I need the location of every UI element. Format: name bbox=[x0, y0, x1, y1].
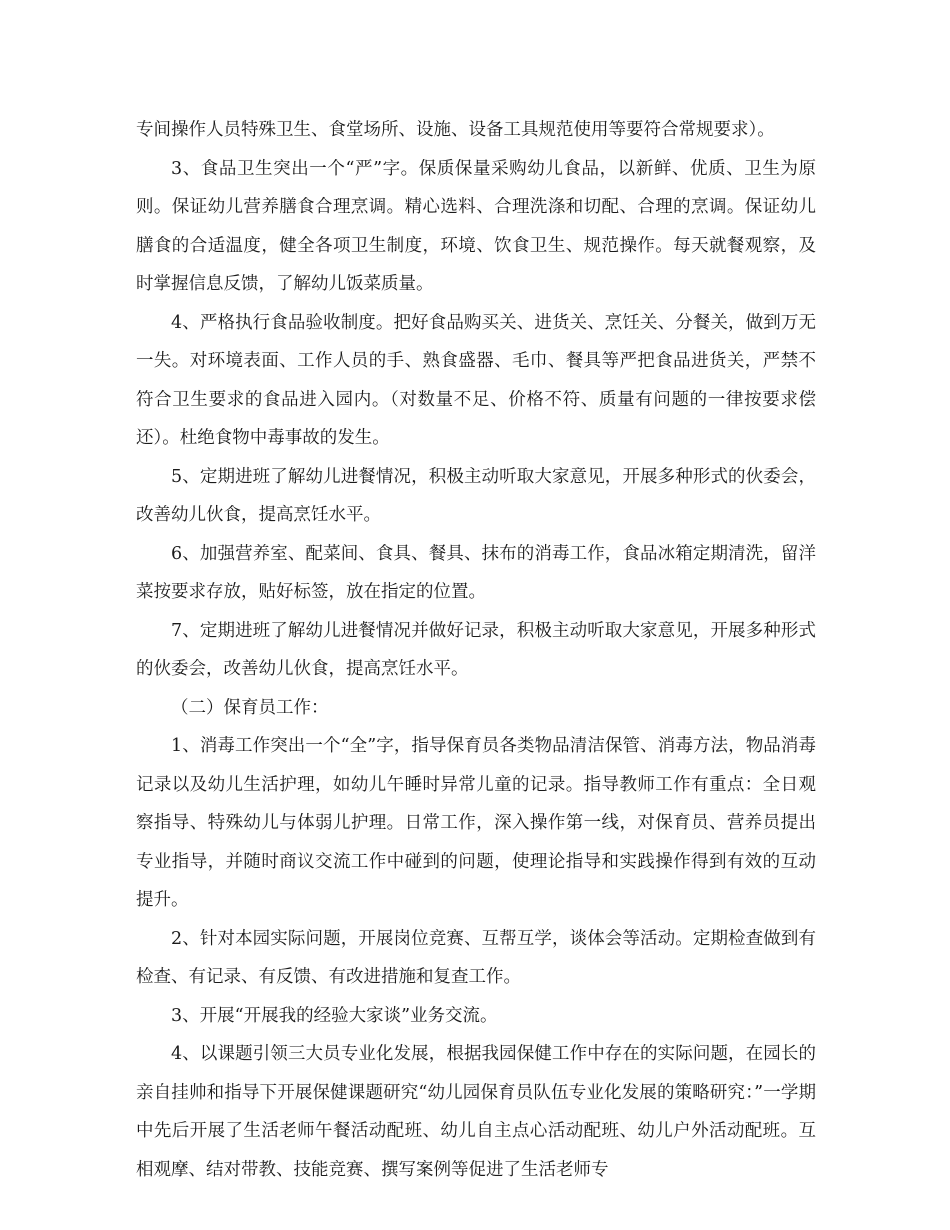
paragraph-continuation: 专间操作人员特殊卫生、食堂场所、设施、设备工具规范使用等要符合常规要求）。 bbox=[136, 120, 775, 140]
section-heading-caregivers: （二）保育员工作： bbox=[171, 697, 329, 718]
document-body bbox=[136, 111, 816, 1189]
paragraph-caregiver-disinfection: 1、消毒工作突出一个“全”字，指导保育员各类物品清洁保管、消毒方法，物品消毒记录以及幼儿生活护理，如幼儿午睡时异常儿童的记录。指导教师工作有重点：全日观察指导、特殊幼儿与体弱儿护理。日常工作，深入操作第一线，对保育员、营养员提出专业指导，并随时商议交流工作中碰到的问题，使理论指导和实践操作得到有效的互动提升。 bbox=[136, 736, 816, 910]
paragraph-food-inspection: 4、严格执行食品验收制度。把好食品购买关、进货关、烹饪关、分餐关，做到万无一失。对环境表面、工作人员的手、熟食盛器、毛巾、餐具等严把食品进货关，严禁不符合卫生要求的食品进入园内。（对数量不足、价格不符、质量有问题的一律按要求偿还）。杜绝食物中毒事故的发生。 bbox=[136, 312, 816, 448]
paragraph-disinfection: 6、加强营养室、配菜间、食具、餐具、抹布的消毒工作，食品冰箱定期清洗，留洋菜按要求存放，贴好标签，放在指定的位置。 bbox=[136, 543, 816, 602]
paragraph-food-hygiene: 3、食品卫生突出一个“严”字。保质保量采购幼儿食品，以新鲜、优质、卫生为原则。保证幼儿营养膳食合理烹调。精心选料、合理洗涤和切配、合理的烹调。保证幼儿膳食的合适温度，健全各项卫生制度，环境、饮食卫生、规范操作。每天就餐观察，及时掌握信息反馈，了解幼儿饭菜质量。 bbox=[136, 158, 816, 294]
paragraph-meal-records: 7、定期进班了解幼儿进餐情况并做好记录，积极主动听取大家意见，开展多种形式的伙委会，改善幼儿伙食，提高烹饪水平。 bbox=[136, 620, 816, 679]
paragraph-meal-visits: 5、定期进班了解幼儿进餐情况，积极主动听取大家意见，开展多种形式的伙委会，改善幼儿伙食，提高烹饪水平。 bbox=[136, 466, 816, 525]
paragraph-research-project: 4、以课题引领三大员专业化发展，根据我园保健工作中存在的实际问题，在园长的亲自挂帅和指导下开展保健课题研究“幼儿园保育员队伍专业化发展的策略研究：”一学期中先后开展了生活老师午餐活动配班、幼儿自主点心活动配班、幼儿户外活动配班。互相观摩、结对带教、技能竞赛、撰写案例等促进了生活老师专 bbox=[136, 1044, 816, 1180]
paragraph-experience-exchange: 3、开展“开展我的经验大家谈”业务交流。 bbox=[171, 1005, 498, 1026]
paragraph-competitions: 2、针对本园实际问题，开展岗位竞赛、互帮互学，谈体会等活动。定期检查做到有检查、有记录、有反馈、有改进措施和复查工作。 bbox=[136, 928, 816, 987]
